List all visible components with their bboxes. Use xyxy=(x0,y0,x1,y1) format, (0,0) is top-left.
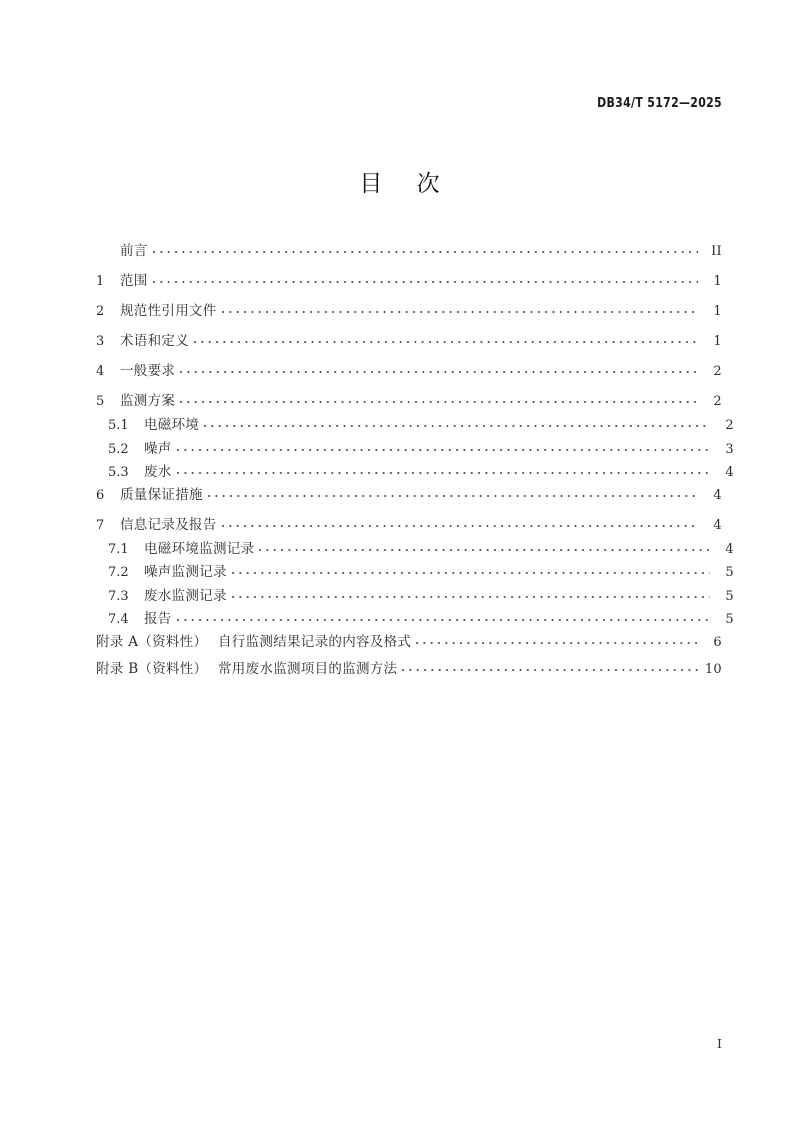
appendix-title: 自行监测结果记录的内容及格式 xyxy=(218,633,412,650)
toc-entry-electromagnetic-monitoring-record[interactable] xyxy=(96,540,734,557)
table-of-contents xyxy=(96,241,734,686)
toc-entry-label: 噪声 xyxy=(144,440,172,457)
toc-entry-information-records-and-reporting[interactable] xyxy=(96,516,722,533)
leader-dots xyxy=(153,241,698,255)
standard-number-header: DB34/T 5172—2025 xyxy=(597,96,722,111)
toc-entry-page: 4 xyxy=(713,488,722,503)
toc-entry-label: 废水 xyxy=(144,463,172,480)
toc-entry-page: 1 xyxy=(713,273,722,289)
toc-entry-number: 7.3 xyxy=(108,588,129,604)
toc-entry-scope[interactable] xyxy=(96,271,722,288)
toc-entry-label: 规范性引用文件 xyxy=(120,302,217,319)
toc-entry-number: 7 xyxy=(96,518,105,534)
toc-entry-page: 10 xyxy=(704,661,722,677)
leader-dots xyxy=(232,563,710,577)
toc-entry-label: 噪声监测记录 xyxy=(144,564,227,581)
leader-dots xyxy=(177,609,710,623)
toc-entry-page: 4 xyxy=(725,464,734,480)
appendix-designation: 附录 B（资料性） xyxy=(96,660,208,677)
appendix-designation: 附录 A（资料性） xyxy=(96,633,208,650)
toc-entry-page: 2 xyxy=(713,364,722,380)
appendix-title: 常用废水监测项目的监测方法 xyxy=(218,660,398,677)
toc-entry-number: 7.1 xyxy=(108,542,129,558)
leader-dots xyxy=(153,271,698,285)
toc-entry-noise[interactable] xyxy=(96,439,734,456)
toc-entry-page: 2 xyxy=(725,418,734,434)
toc-entry-label: 电磁环境监测记录 xyxy=(144,541,255,558)
toc-entry-page: 4 xyxy=(713,518,722,534)
toc-entry-label: 前言 xyxy=(120,242,148,259)
toc-entry-page: 5 xyxy=(725,611,734,627)
toc-entry-label: 信息记录及报告 xyxy=(120,517,217,534)
leader-dots xyxy=(204,416,710,430)
toc-entry-label: 监测方案 xyxy=(120,393,176,410)
leader-dots xyxy=(222,516,698,530)
toc-entry-number: 7.4 xyxy=(108,611,129,627)
toc-entry-page: 3 xyxy=(725,441,734,457)
leader-dots xyxy=(180,392,698,406)
toc-entry-page: 4 xyxy=(725,542,734,558)
toc-entry-page: 5 xyxy=(725,565,734,581)
toc-entry-number: 5 xyxy=(96,394,105,410)
leader-dots xyxy=(259,540,710,554)
toc-entry-label: 废水监测记录 xyxy=(144,587,227,604)
page-title: 目 次 xyxy=(359,171,441,197)
toc-entry-page: 5 xyxy=(725,588,734,604)
toc-entry-wastewater-monitoring-record[interactable] xyxy=(96,586,734,603)
leader-dots xyxy=(232,586,710,600)
toc-entry-wastewater[interactable] xyxy=(96,462,734,479)
toc-entry-number: 4 xyxy=(96,364,105,380)
toc-entry-noise-monitoring-record[interactable] xyxy=(96,563,734,580)
toc-entry-quality-assurance-measures[interactable] xyxy=(96,486,722,503)
toc-entry-general-requirements[interactable] xyxy=(96,362,722,379)
leader-dots xyxy=(416,632,698,646)
toc-entry-report[interactable] xyxy=(96,609,734,626)
toc-entry-foreword[interactable] xyxy=(96,241,722,258)
toc-entry-label: 报告 xyxy=(144,610,172,627)
leader-dots xyxy=(177,462,710,476)
toc-entry-monitoring-plan[interactable] xyxy=(96,392,722,409)
toc-entry-appendix-b[interactable] xyxy=(96,659,722,676)
leader-dots xyxy=(177,439,710,453)
footer-page-number: I xyxy=(717,1036,722,1051)
toc-entry-page: 1 xyxy=(713,334,722,350)
toc-entry-label: 术语和定义 xyxy=(120,333,189,350)
toc-entry-terms-and-definitions[interactable] xyxy=(96,332,722,349)
leader-dots xyxy=(180,362,698,376)
toc-entry-number: 7.2 xyxy=(108,565,129,581)
leader-dots xyxy=(194,332,698,346)
toc-entry-number: 2 xyxy=(96,303,105,319)
toc-entry-label: 质量保证措施 xyxy=(120,487,203,503)
toc-entry-page: 6 xyxy=(713,634,722,650)
toc-entry-number: 5.3 xyxy=(108,464,129,480)
toc-entry-label: 一般要求 xyxy=(120,363,176,380)
toc-entry-label: 电磁环境 xyxy=(144,417,200,434)
toc-entry-number: 5.2 xyxy=(108,441,129,457)
toc-entry-normative-references[interactable] xyxy=(96,301,722,318)
toc-entry-electromagnetic-environment[interactable] xyxy=(96,416,734,433)
toc-entry-page: II xyxy=(711,243,722,259)
leader-dots xyxy=(222,301,698,315)
toc-entry-number: 3 xyxy=(96,334,105,350)
toc-entry-label: 范围 xyxy=(120,272,148,289)
toc-entry-number: 6 xyxy=(96,488,105,503)
leader-dots xyxy=(208,486,698,500)
toc-entry-page: 1 xyxy=(713,303,722,319)
toc-entry-appendix-a[interactable] xyxy=(96,632,722,649)
toc-entry-number: 1 xyxy=(96,273,105,289)
toc-entry-number: 5.1 xyxy=(108,418,129,434)
leader-dots xyxy=(402,659,698,673)
toc-entry-page: 2 xyxy=(713,394,722,410)
